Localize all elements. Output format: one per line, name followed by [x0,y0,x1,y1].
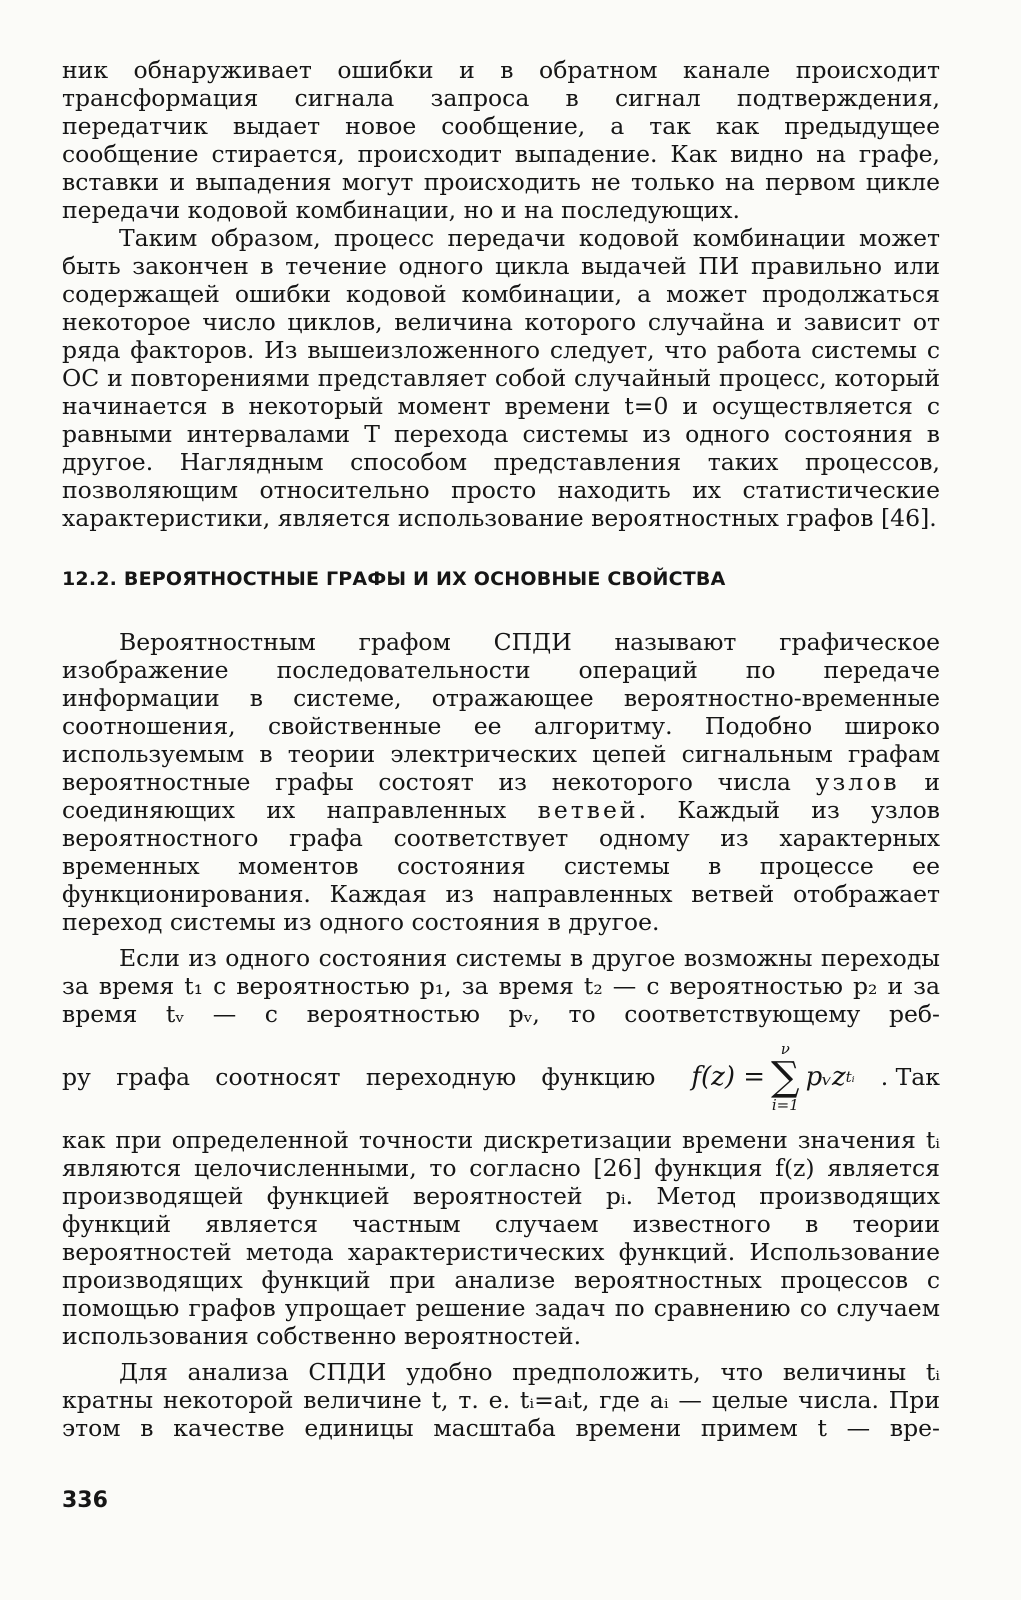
page-text [62,56,940,1442]
section-heading: 12.2. ВЕРОЯТНОСТНЫЕ ГРАФЫ И ИХ ОСНОВНЫЕ СВОЙСТВА [62,568,726,590]
sum-lower-limit: i=1 [771,1096,799,1114]
formula-lead-text: ру графа соотносят переходную функцию [62,1063,656,1091]
formula-lhs: f(z) = [691,1062,766,1092]
transfer-function-formula [691,1040,854,1114]
paragraph-3-part-a: Вероятностным графом СПДИ называют графическое изображение последовательности операций по передаче информации в системе, отражающее вероятностно-временные соотношения, свойственные ее алгоритму. Подобно широко используемым в теории электрических цепей сигнальным графам вероятностные графы состоят из некоторого числа [62,628,940,796]
paragraph-5: Для анализа СПДИ удобно предположить, что величины tᵢ кратны некоторой величине t, т. е. tᵢ=aᵢt, где aᵢ — целые числа. При этом в качестве единицы масштаба времени примем t — вре- [62,1358,940,1442]
paragraph-3-part-c: . Каждый из узлов вероятностного графа соответствует одному из характерных временных моментов состояния системы в процессе ее функционирования. Каждая из направленных ветвей отображает переход системы из одного состояния в другое. [62,796,941,936]
formula-tail-text: . Так [880,1063,940,1091]
sum-term: pᵥz [805,1062,846,1092]
term-branches: ветвей [537,796,639,824]
paragraph-4-after: как при определенной точности дискретизации времени значения tᵢ являются целочисленными, то согласно [26] функция f(z) является производящей функцией вероятностей pᵢ. Метод производящих функций является частным случаем известного в теории вероятностей метода характеристических функций. Использование производящих функций при анализе вероятностных процессов с помощью графов упрощает решение задач по сравнению со случаем использования собственно вероятностей. [62,1126,940,1350]
paragraph-3-part-b: и соединяющих их направленных [62,768,940,824]
sum-exponent: tᵢ [845,1068,855,1086]
term-nodes: узлов [815,768,900,796]
paragraph-2: Таким образом, процесс передачи кодовой комбинации может быть закончен в течение одного цикла выдачей ПИ правильно или содержащей ошибки кодовой комбинации, а может продолжаться некоторое число циклов, величина которого случайна и зависит от ряда факторов. Из вышеизложенного следует, что работа системы с ОС и повторениями представляет собой случайный процесс, который начинается в некоторый момент времени t=0 и осуществляется с равными интервалами T перехода системы из одного состояния в другое. Наглядным способом представления таких процессов, позволяющим относительно просто находить их статистические характеристики, является использование вероятностных графов [46]. [62,224,940,532]
sum-upper-limit: ν [780,1040,790,1058]
paragraph-1: ник обнаруживает ошибки и в обратном канале происходит трансформация сигнала запроса в сигнал подтверждения, передатчик выдает новое сообщение, а так как предыдущее сообщение стирается, происходит выпадение. Как видно на графе, вставки и выпадения могут происходить не только на первом цикле передачи кодовой комбинации, но и на последующих. [62,56,940,224]
paragraph-4-lines: Если из одного состояния системы в другое возможны переходы за время t₁ с вероятностью p₁, за время t₂ — с вероятностью p₂ и за время tᵥ — с вероятностью pᵥ, то соответствующему реб- [62,944,940,1028]
sum-symbol: ν ∑ i=1 [771,1040,800,1114]
paragraph-3 [62,628,940,936]
formula-line [62,1028,940,1126]
page-number: 336 [62,1488,108,1513]
